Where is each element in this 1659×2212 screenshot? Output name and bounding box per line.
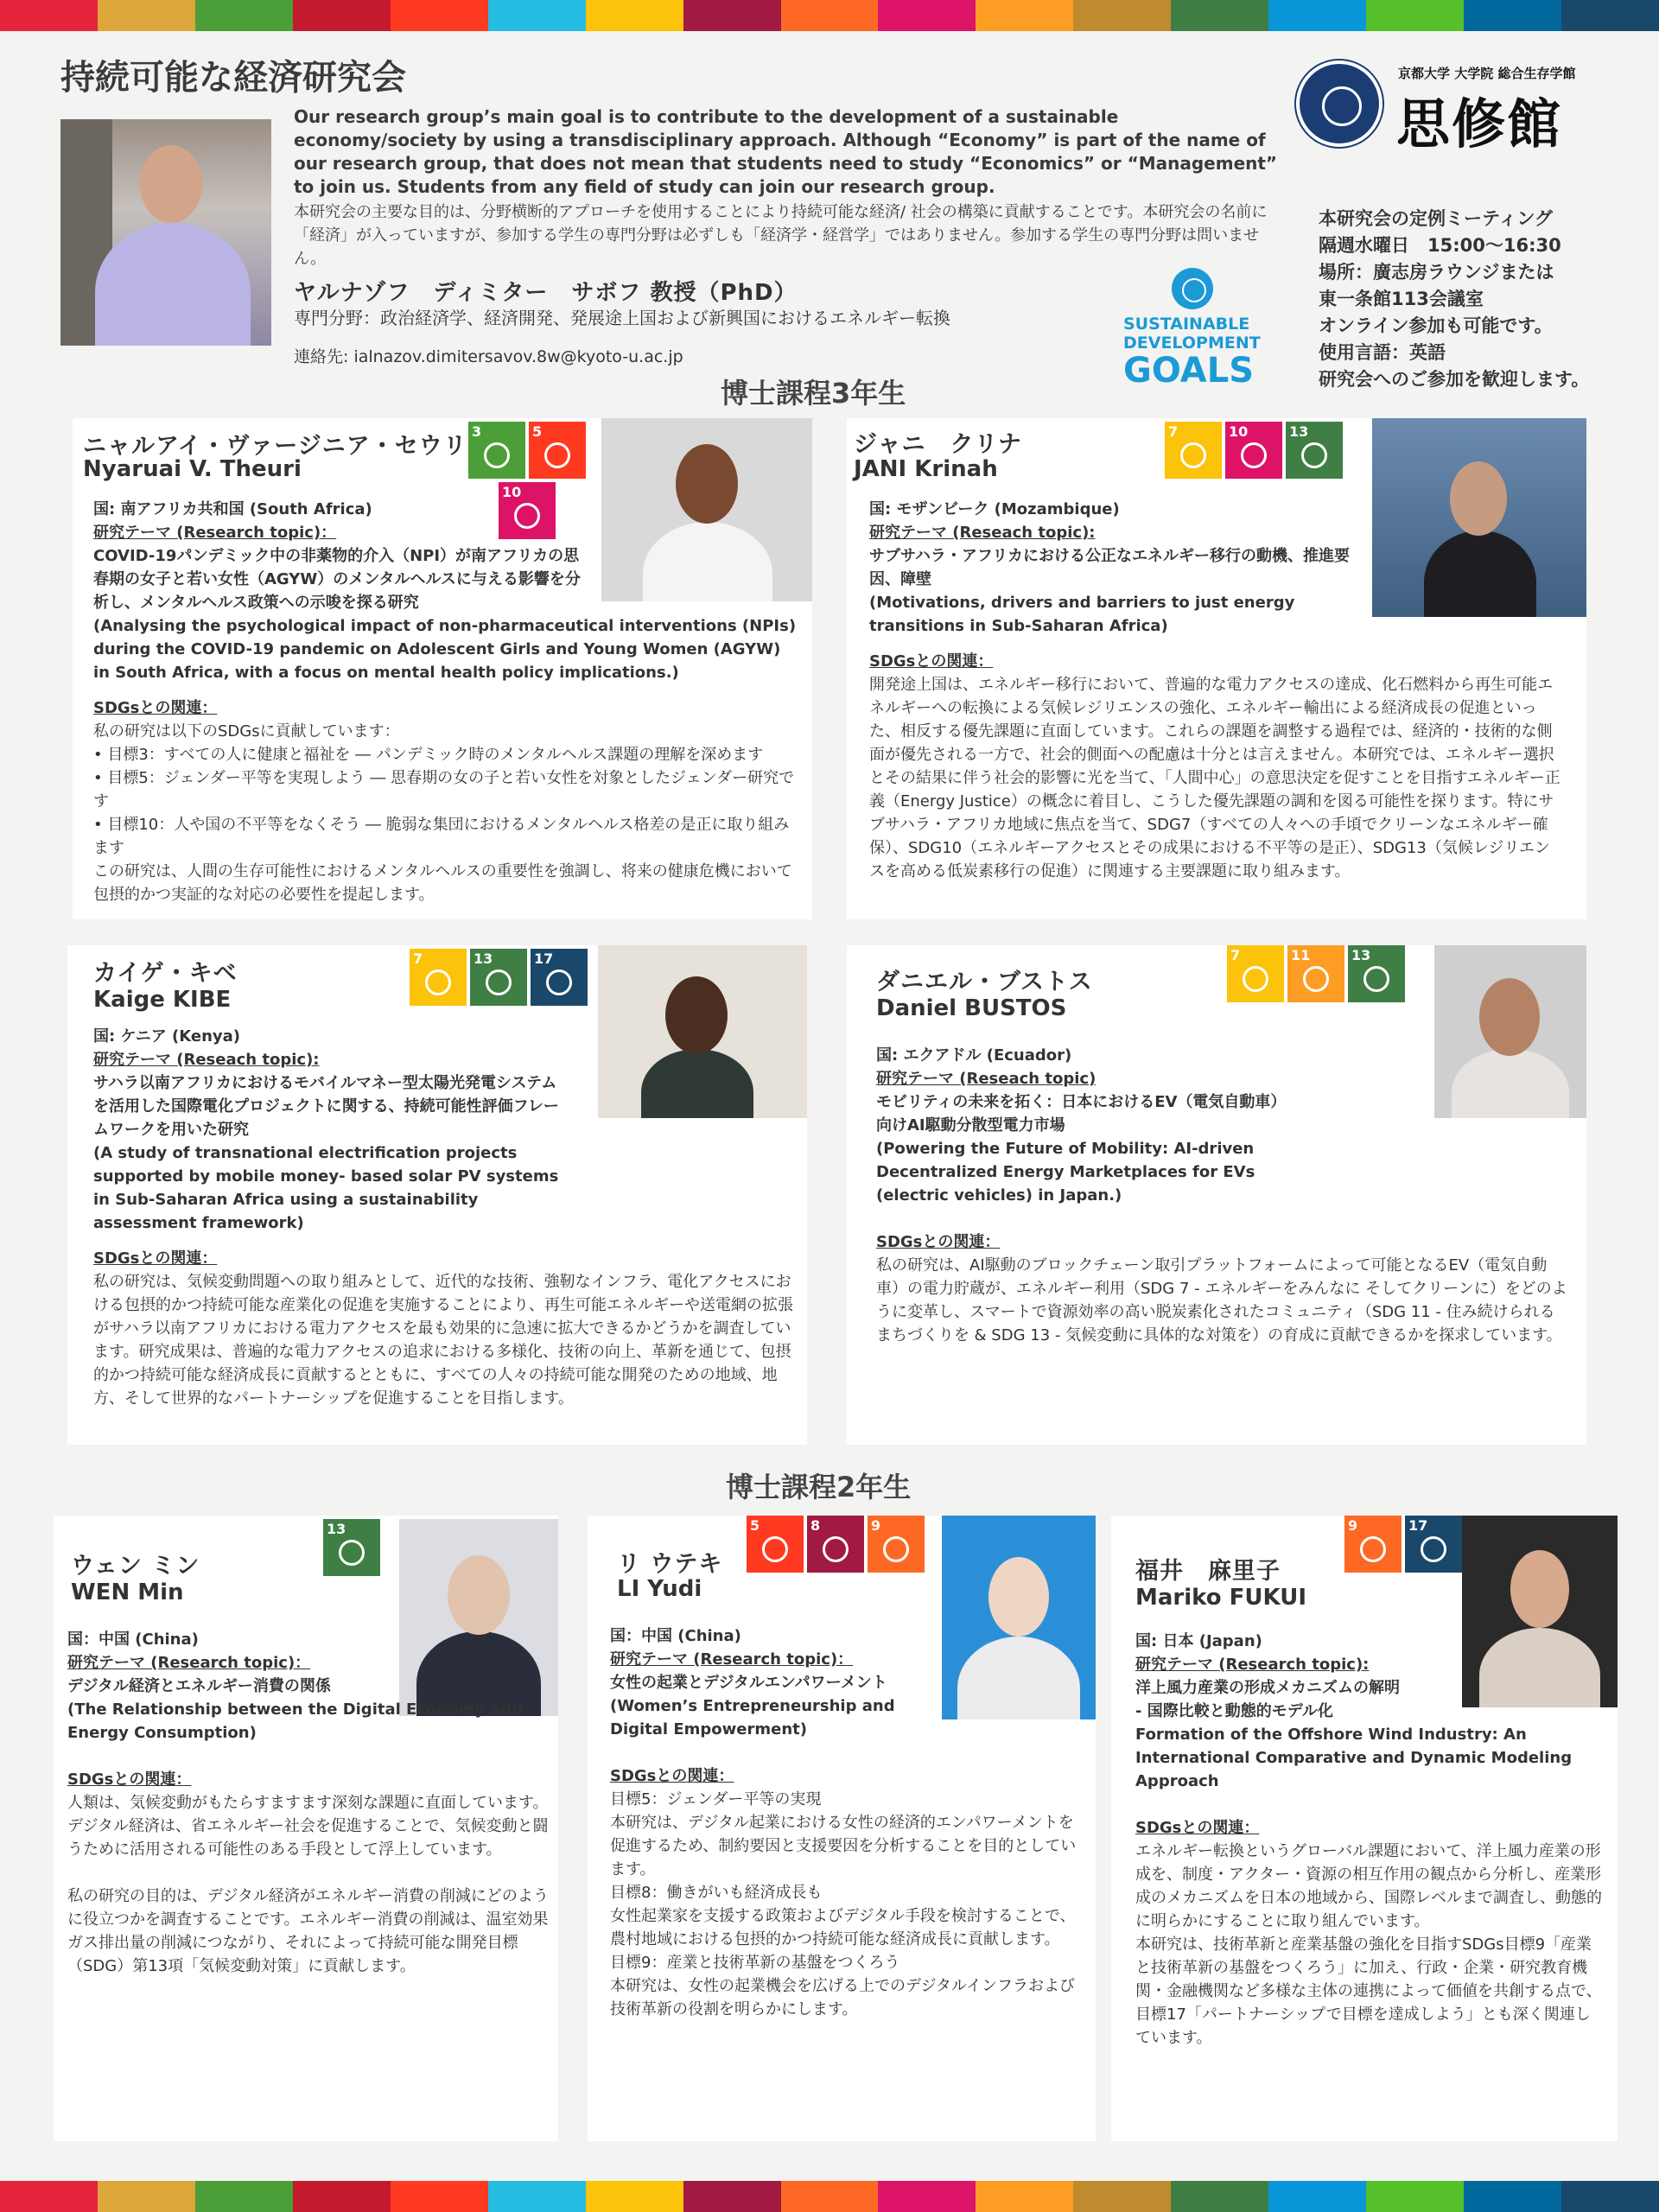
- page-title: 持続可能な経済研究会: [60, 58, 406, 98]
- student-details: 国：中国 (China) 研究テーマ (Research topic)： 女性の起業とデジタルエンパワーメント (Women’s Entrepreneurship and Digital Empowerment) SDGsとの関連： 目標5：ジェンダー平等の実現 本研究は、デジタル起業における女性の経済的エンパワーメントを促進するため、制約要因と支援要因を分析することを目的としています。 目標8：働きがいも経済成長も 女性起業家を支援する政策およびデジタル手段を検討することで、農村地域における包摂的かつ持続可能な経済成長に貢献します。 目標9：産業と技術革新の基盤をつくろう 本研究は、女性の起業機会を広げる上でのデジタルインフラおよび技術革新の役割を明らかにします。: [610, 1627, 1077, 2018]
- kyoto-university-logo: [1296, 60, 1382, 147]
- sdg-goal-icons: [323, 1519, 392, 1576]
- sdg-goal-13-icon: 13: [1348, 945, 1405, 1002]
- student-name-en: Mariko FUKUI: [1135, 1585, 1307, 1611]
- sdg-goal-7-icon: 7: [1227, 945, 1284, 1002]
- professor-photo: [60, 119, 271, 346]
- stripe-segment: [683, 0, 781, 31]
- student-details: 国: ケニア (Kenya) 研究テーマ (Reseach topic): サハラ以南アフリカにおけるモバイルマネー型太陽光発電システムを活用した国際電化プロジェクトに関する、持続可能性評価フレームワークを用いた研究 (A study of transnational electrification projects supported by mobile money- based solar PV systems in Sub-Saharan Africa using a sustainability assessment framework) SDGsとの関連： 私の研究は、気候変動問題への取り組みとして、近代的な技術、強靭なインフラ、電化アクセスにおける包摂的かつ持続可能な産業化の促進を実施することにより、再生可能エネルギーや送電網の拡張がサハラ以南アフリカにおける電力アクセスを最も効果的に急速に拡大できるかどうかを調査しています。研究成果は、普遍的な電力アクセスの追求における多様化、技術の向上、革新を通じて、包摂的かつ持続可能な経済成長に貢献するとともに、すべての人々の持続可能な開発のための地域、地方、そして世界的なパートナーシップを促進することを目指します。: [93, 1027, 793, 1408]
- university-name: 思修館: [1396, 92, 1563, 156]
- student-name-jp: カイゲ・キベ: [93, 960, 238, 987]
- student-card-mariko-fukui: [1111, 1516, 1618, 2141]
- student-name-en: Nyaruai V. Theuri: [83, 456, 302, 482]
- sdg-goal-7-icon: 7: [1165, 422, 1222, 479]
- student-details: 国: モザンビーク (Mozambique) 研究テーマ (Reseach topic): サブサハラ・アフリカにおける公正なエネルギー移行の動機、推進要因、障壁 (Motivations, drivers and barriers to just energy transitions in Sub-Saharan Africa) SDGsとの関連： 開発途上国は、エネルギー移行において、普遍的な電力アクセスの達成、化石燃料から再生可能エネルギーへの転換による気候レジリエンスの強化、エネルギー輸出による経済成長の促進といった、相反する優先課題に直面しています。これらの課題を調整する過程では、経済的・技術的な側面が優先される一方で、社会的側面への配慮は十分とは言えません。本研究では、エネルギー選択とその結果に伴う社会的影響に光を当て、「人間中心」の意思決定を促すことを目指すエネルギー正義（Energy Justice）の概念に着目し、こうした優先課題の調和を図る可能性を探ります。特にサブサハラ・アフリカ地域に焦点を当て、SDG7（すべての人々への手頃でクリーンなエネルギー確保）、SDG10（エネルギーアクセスとその成果における不平等の是正）、SDG13（気候レジリエンスを高める低炭素移行の促進）に関連する主要課題に取り組みます。: [869, 500, 1560, 880]
- stripe-segment: [488, 2181, 586, 2212]
- stripe-segment: [98, 0, 195, 31]
- sdg-goal-8-icon: 8: [807, 1516, 864, 1573]
- stripe-segment: [391, 0, 488, 31]
- stripe-segment: [781, 0, 879, 31]
- sdg-goal-11-icon: 11: [1287, 945, 1344, 1002]
- student-details: 国: 日本 (Japan) 研究テーマ (Research topic): 洋上風力産業の形成メカニズムの解明 - 国際比較と動態的モデル化 Formation of the Offshore Wind Industry: An International Comparative and Dynamic Modeling Approach SDGsとの関連： エネルギー転換というグローバル課題において、洋上風力産業の形成を、制度・アクター・資源の相互作用の観点から分析し、産業形成のメカニズムを日本の地域から、国際レベルまで調査し、動態的に明らかにすることに取り組んでいます。 本研究は、技術革新と産業基盤の強化を目指すSDGs目標9「産業と技術革新の基盤をつくろう」に加え、行政・企業・研究教育機関・金融機関など多様な主体の連携によって価値を共創する点で、目標17「パートナーシップで目標を達成しよう」とも深く関連しています。: [1135, 1632, 1602, 2047]
- student-card-nyaruai: [73, 418, 812, 919]
- stripe-segment: [586, 2181, 683, 2212]
- student-details: 国: エクアドル (Ecuador) 研究テーマ (Reseach topic) モビリティの未来を拓く：日本におけるEV（電気自動車）向けAI駆動分散型電力市場 (Powering the Future of Mobility: AI-driven Decentralized Energy Marketplaces for EVs (electric vehicles) in Japan.) SDGsとの関連： 私の研究は、AI駆動のブロックチェーン取引プラットフォームによって可能となるEV（電気自動車）の電力貯蔵が、エネルギー利用（SDG 7 - エネルギーをみんなに そしてクリーンに）をどのように変革し、スマートで資源効率の高い脱炭素化されたコミュニティ（SDG 11 - 住み続けられるまちづくりを & SDG 13 - 気候変動に具体的な対策を）の育成に貢献できるかを探求しています。: [876, 1046, 1567, 1344]
- sdg-goal-icons: [747, 1516, 937, 1573]
- stripe-segment: [781, 2181, 879, 2212]
- stripe-segment: [98, 2181, 195, 2212]
- student-card-li-yudi: [588, 1516, 1096, 2141]
- sdg-color-stripe-top: [0, 0, 1659, 31]
- stripe-segment: [1561, 0, 1659, 31]
- stripe-segment: [195, 2181, 293, 2212]
- intro-japanese: 本研究会の主要な目的は、分野横断的アプローチを使用することにより持続可能な経済/ 社会の構築に貢献することです。本研究会の名前に「経済」が入っていますが、参加する学生の専門分野は必ずしも「経済学・経営学」ではありません。参加する学生の専門分野は問いません。: [294, 203, 1268, 268]
- sdg-goal-9-icon: 9: [868, 1516, 925, 1573]
- un-globe-icon: [1172, 268, 1213, 309]
- stripe-segment: [976, 0, 1073, 31]
- student-name-en: WEN Min: [71, 1580, 184, 1605]
- student-name-jp: ウェン ミン: [71, 1553, 200, 1580]
- stripe-segment: [1268, 0, 1366, 31]
- sdg-goal-5-icon: 5: [747, 1516, 804, 1573]
- stripe-segment: [1366, 0, 1464, 31]
- student-name-en: Kaige KIBE: [93, 987, 232, 1013]
- stripe-segment: [683, 2181, 781, 2212]
- stripe-segment: [1366, 2181, 1464, 2212]
- stripe-segment: [0, 0, 98, 31]
- student-name-en: JANI Krinah: [854, 456, 998, 482]
- stripe-segment: [878, 2181, 976, 2212]
- student-card-kaige: [67, 945, 807, 1445]
- sdg-goal-3-icon: 3: [468, 422, 525, 479]
- sdg-goal-7-icon: 7: [410, 949, 467, 1006]
- student-card-daniel: [847, 945, 1586, 1445]
- stripe-segment: [195, 0, 293, 31]
- stripe-segment: [1561, 2181, 1659, 2212]
- student-name-en: LI Yudi: [617, 1576, 702, 1602]
- sdg-goal-13-icon: 13: [323, 1519, 380, 1576]
- sdg-goal-10-icon: 10: [1225, 422, 1282, 479]
- student-details: 国：中国 (China) 研究テーマ (Research topic)： デジタル経済とエネルギー消費の関係 (The Relationship between the Digital Economy and Energy Consumption) SDGsとの関連： 人類は、気候変動がもたらすますます深刻な課題に直面しています。デジタル経済は、省エネルギー社会を促進することで、気候変動と闘うために活用される可能性のある手段として浮上しています。 私の研究の目的は、デジタル経済がエネルギー消費の削減にどのように役立つかを調査することです。エネルギー消費の削減は、温室効果ガス排出量の削減につながり、それによって持続可能な開発目標（SDG）第13項「気候変動対策」に貢献します。: [67, 1630, 549, 1975]
- stripe-segment: [488, 0, 586, 31]
- sdg-goal-17-icon: 17: [531, 949, 588, 1006]
- stripe-segment: [1073, 2181, 1171, 2212]
- stripe-segment: [1464, 2181, 1561, 2212]
- university-subtitle: 京都大学 大学院 総合生存学館: [1398, 66, 1576, 81]
- student-card-wen-min: [54, 1516, 558, 2141]
- student-name-jp: ダニエル・ブストス: [876, 969, 1093, 995]
- sdg-goal-icons: [1344, 1516, 1465, 1573]
- sdg-goal-9-icon: 9: [1344, 1516, 1402, 1573]
- stripe-segment: [293, 2181, 391, 2212]
- student-name-jp: ジャニ クリナ: [854, 431, 1022, 458]
- stripe-segment: [1073, 0, 1171, 31]
- section-title-year3: 博士課程3年生: [721, 377, 906, 410]
- meeting-info: 本研究会の定例ミーティング 隔週水曜日 15:00～16:30 場所：廣志房ラウンジまたは 東一条館113会議室 オンライン参加も可能です。 使用言語：英語 研究会へのご参加を歓迎します。: [1319, 208, 1590, 390]
- sdg-goal-icons: [1227, 945, 1417, 1002]
- sdg-logo: SUSTAINABLE DEVELOPMENT GOALS: [1123, 268, 1262, 389]
- stripe-segment: [976, 2181, 1073, 2212]
- student-card-jani: [847, 418, 1586, 919]
- sdg-goal-13-icon: 13: [470, 949, 527, 1006]
- stripe-segment: [1464, 0, 1561, 31]
- professor-field: 専門分野：政治経済学、経済開発、発展途上国および新興国におけるエネルギー転換: [294, 308, 950, 328]
- professor-contact: 連絡先: ialnazov.dimitersavov.8w@kyoto-u.ac.jp: [294, 347, 683, 366]
- stripe-segment: [1171, 2181, 1268, 2212]
- stripe-segment: [878, 0, 976, 31]
- student-name-jp: 福井 麻里子: [1135, 1558, 1281, 1585]
- student-name-en: Daniel BUSTOS: [876, 995, 1067, 1021]
- stripe-segment: [1171, 0, 1268, 31]
- sdg-goal-icons: [1165, 422, 1355, 479]
- sdg-goal-17-icon: 17: [1405, 1516, 1462, 1573]
- stripe-segment: [293, 0, 391, 31]
- stripe-segment: [1268, 2181, 1366, 2212]
- student-details: 国: 南アフリカ共和国 (South Africa) 研究テーマ (Research topic)： COVID-19パンデミック中の非薬物的介入（NPI）が南アフリカの思春期の女子と若い女性（AGYW）のメンタルヘルスに与える影響を分析し、メンタルヘルス政策への示唆を探る研究 (Analysing the psychological impact of non-pharmaceutical interventions (NPIs) during the COVID-19 pandemic on Adolescent Girls and Young Women (AGYW) in South Africa, with a focus on mental health policy implications.) SDGsとの関連： 私の研究は以下のSDGsに貢献しています： • 目標3：すべての人に健康と福祉を ― パンデミック時のメンタルヘルス課題の理解を深めます • 目標5：ジェンダー平等を実現しよう ― 思春期の女の子と若い女性を対象としたジェンダー研究です • 目標10：人や国の不平等をなくそう ― 脆弱な集団におけるメンタルヘルス格差の是正に取り組みます この研究は、人間の生存可能性におけるメンタルヘルスの重要性を強調し、将来の健康危機において包摂的かつ実証的な対応の必要性を提起します。: [93, 500, 797, 904]
- professor-name: ヤルナゾフ ディミター サボフ 教授（PhD）: [294, 280, 798, 306]
- sdg-goal-icons: [410, 949, 600, 1006]
- student-name-jp: リ ウテキ: [617, 1551, 723, 1578]
- sdg-color-stripe-bottom: [0, 2181, 1659, 2212]
- sdg-goal-13-icon: 13: [1286, 422, 1343, 479]
- section-title-year2: 博士課程2年生: [726, 1471, 912, 1503]
- stripe-segment: [0, 2181, 98, 2212]
- stripe-segment: [586, 0, 683, 31]
- student-name-jp: ニャルアイ・ヴァージニア・セウリ: [83, 433, 467, 460]
- sdg-goal-5-icon: 5: [529, 422, 586, 479]
- sdg-goal-10-icon: 10: [499, 482, 556, 539]
- stripe-segment: [391, 2181, 488, 2212]
- intro-english: Our research group’s main goal is to contribute to the development of a sustainable economy/society by using a transdisciplinary approach. Although “Economy” is part of the name of our research group, that does not mean that students need to study “Economics” or “Management” to join us. Students from any field of study can join our research group.: [294, 106, 1278, 197]
